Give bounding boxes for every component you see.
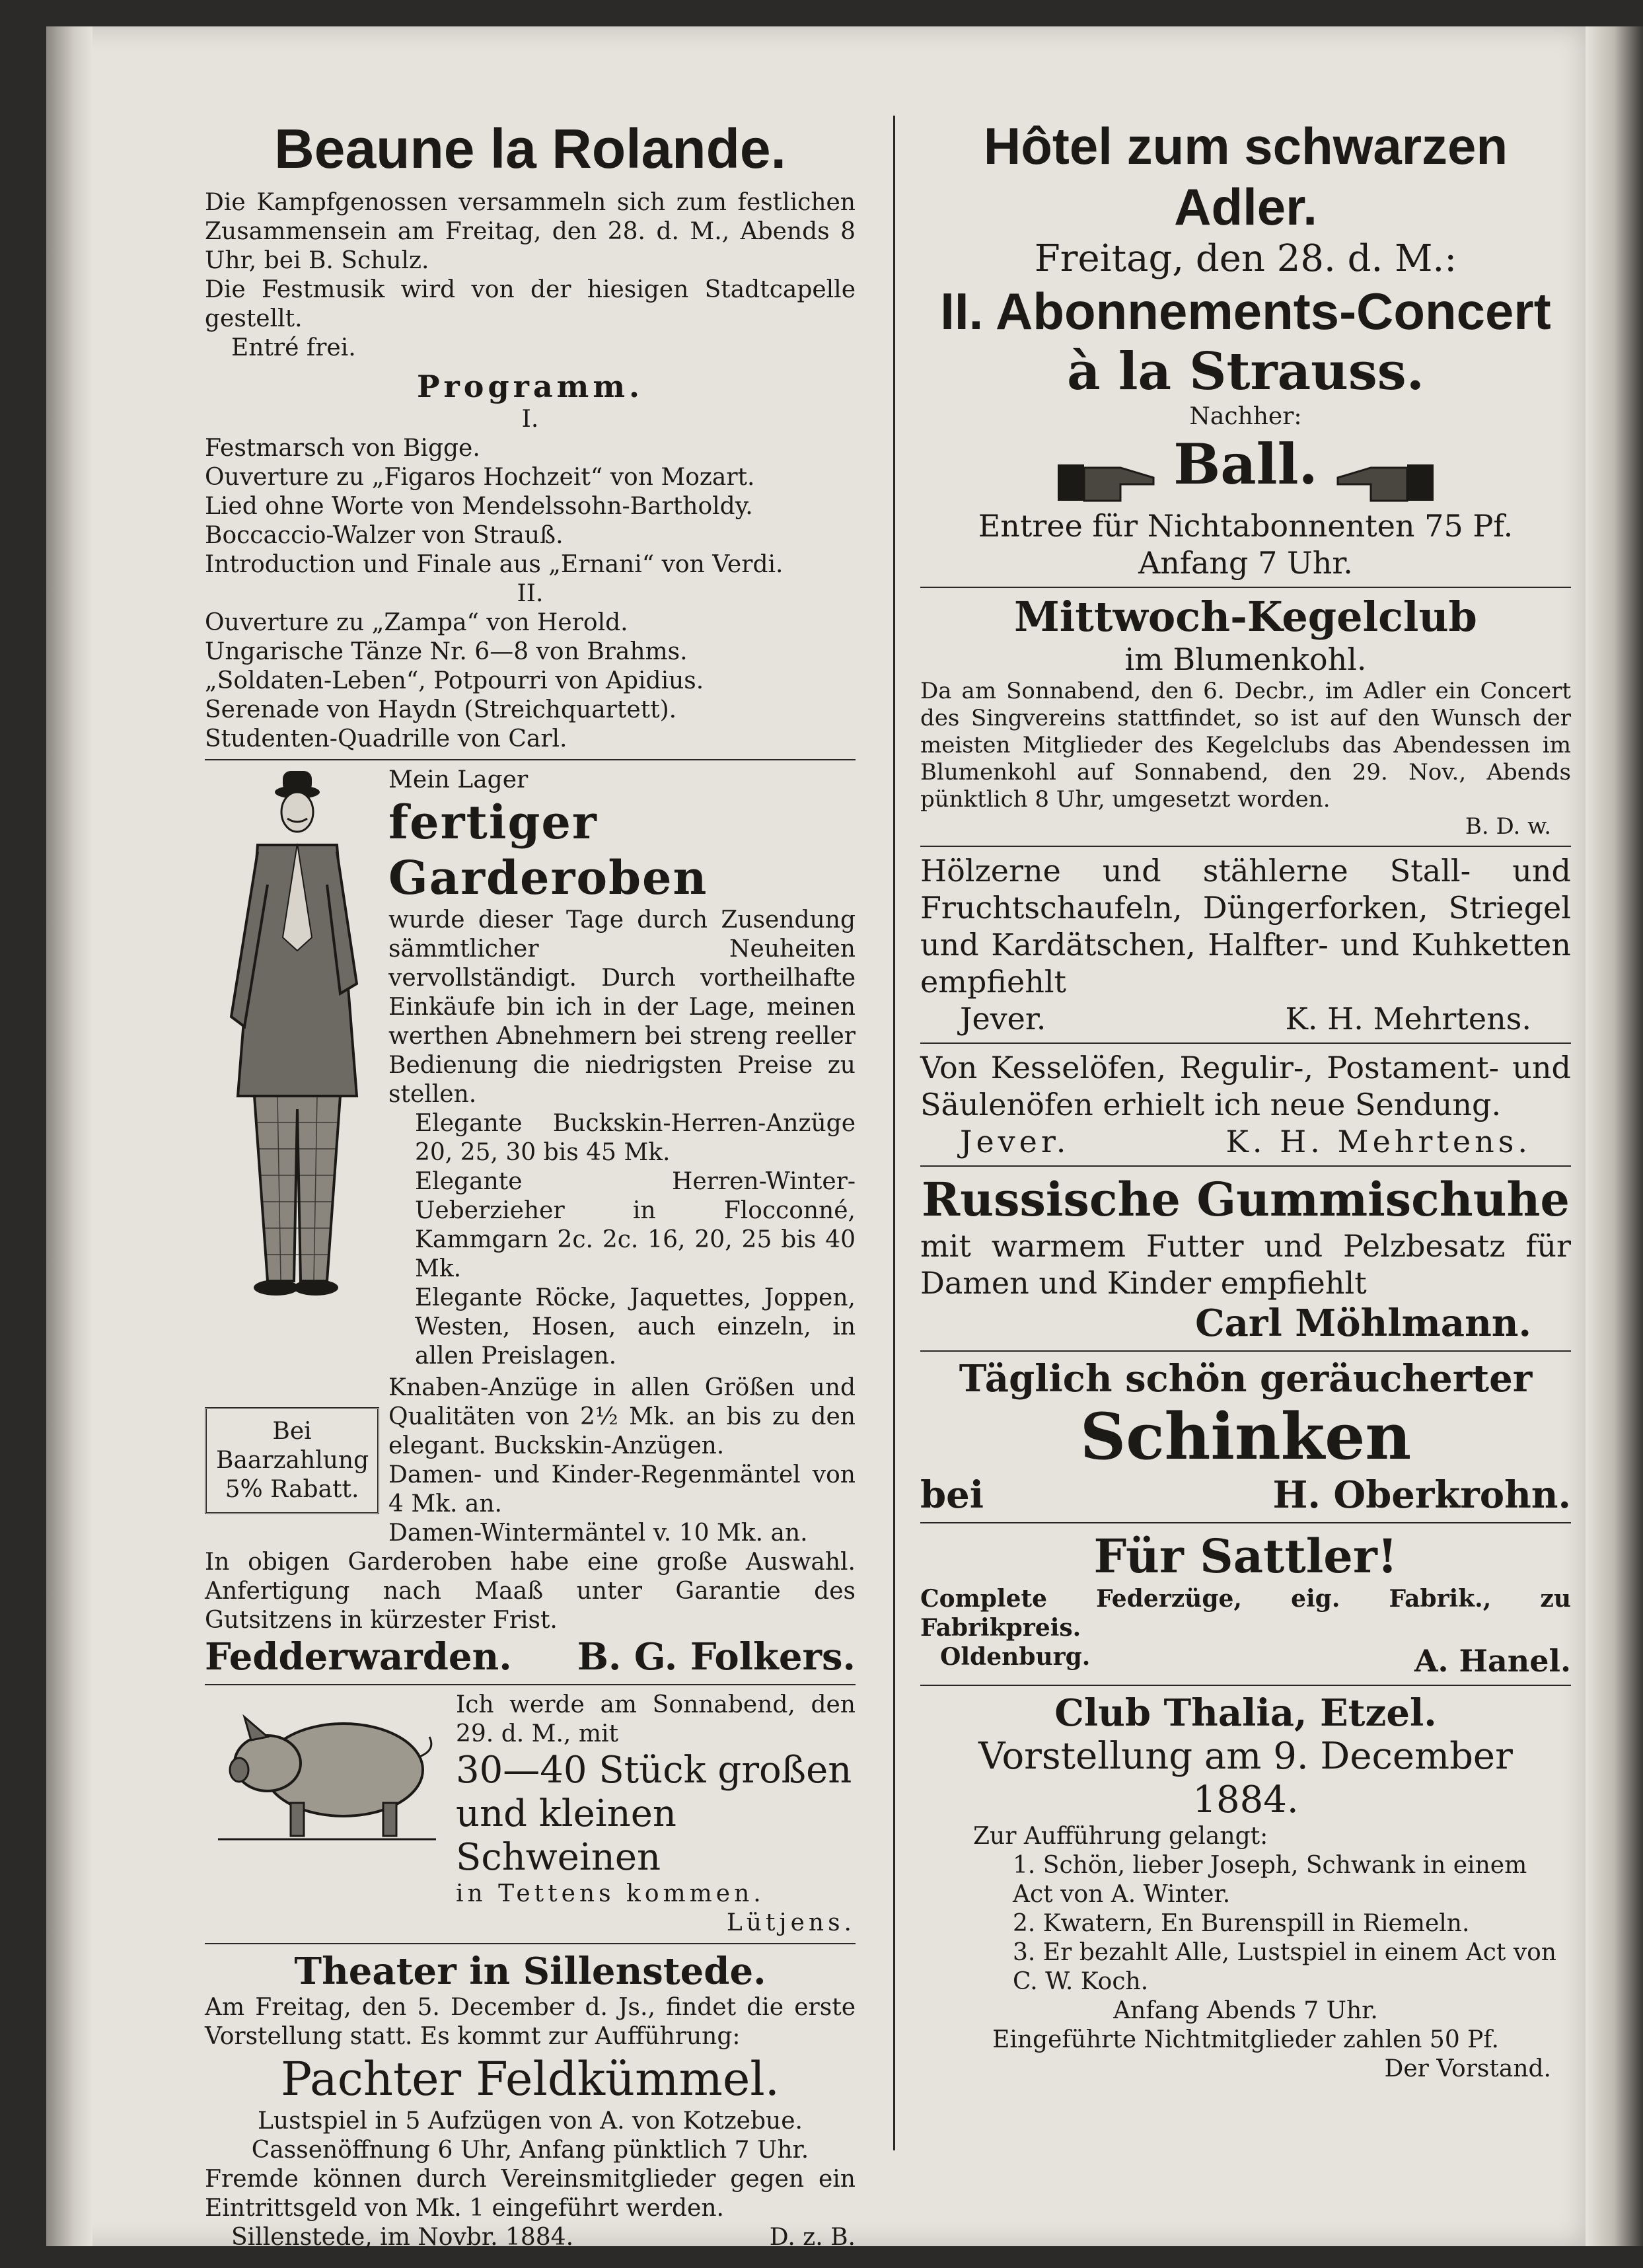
ad-stallgeraete [920, 852, 1571, 1037]
ad-name: H. Oberkrohn. [1272, 1473, 1571, 1517]
ad-title: Mittwoch-Kegelclub [1014, 592, 1477, 641]
ad-title: Theater in Sillenstede. [294, 1950, 766, 1993]
program-item: Serenade von Haydn (Streichquartett). [205, 696, 677, 723]
ad-separator [920, 1043, 1571, 1044]
ad-name: D. z. B. [769, 2224, 856, 2251]
ad-signature [920, 1473, 1571, 1517]
program-item: Ungarische Tänze Nr. 6—8 von Brahms. [205, 638, 688, 665]
pointing-hand-right-icon [1058, 455, 1157, 507]
ad-headline: 30—40 Stück großen und kleinen Schweinen [456, 1749, 852, 1879]
ad-name: A. Hanel. [1414, 1642, 1571, 1679]
ad-signature [205, 2223, 856, 2252]
ad-club-thalia [920, 1691, 1571, 2084]
ad-separator [205, 1943, 856, 1944]
ad-separator [205, 1684, 856, 1685]
program-item: Festmarsch von Bigge. [205, 435, 480, 462]
ad-gummischuhe [920, 1172, 1571, 1345]
ad-text: Anfang 7 Uhr. [1138, 544, 1353, 581]
program-heading: Programm. [416, 369, 644, 404]
ad-text: Ich werde am Sonnabend, den 29. d. M., mit [456, 1691, 856, 1747]
program-item: Boccaccio-Walzer von Strauß. [205, 522, 564, 549]
gentleman-illustration [205, 766, 377, 1371]
ad-headline: Pachter Feldkümmel. [281, 2052, 780, 2106]
ad-item: Elegante Herren-Winter-Ueberzieher in Flocconné, Kammgarn 2c. 2c. 16, 20, 25 bis 40 Mk. [415, 1168, 856, 1282]
ad-text: Lustspiel in 5 Aufzügen von A. von Kotzebue. [258, 2107, 803, 2135]
ad-text: Freitag, den 28. d. M.: [1034, 237, 1457, 280]
program-item: 3. Er bezahlt Alle, Lustspiel in einem Act von C. W. Koch. [1013, 1938, 1556, 1995]
ad-headline: à la Strauss. [1067, 342, 1424, 402]
ad-name: K. H. Mehrtens. [1285, 1000, 1531, 1037]
discount-box: Bei Baarzahlung 5% Rabatt. [205, 1407, 379, 1514]
left-column [205, 116, 856, 2252]
ad-text: mit warmem Futter und Pelzbesatz für Damen und Kinder empfiehlt [920, 1227, 1571, 1301]
ad-title: Hôtel zum schwarzen Adler. [983, 117, 1508, 236]
ad-place: Fedderwarden. [205, 1635, 512, 1679]
ad-text: Zur Aufführung gelangt: [973, 1822, 1268, 1850]
ad-title: Für Sattler! [1093, 1528, 1398, 1584]
ad-name: K. H. Mehrtens. [1225, 1123, 1531, 1159]
pointing-hand-left-icon [1334, 455, 1434, 507]
ad-text: Mein Lager [388, 766, 529, 793]
ad-text: in Tettens kommen. [456, 1880, 765, 1907]
ad-item: Damen-Wintermäntel v. 10 Mk. an. [388, 1519, 808, 1547]
ad-signature [920, 1000, 1571, 1037]
ad-text: wurde dieser Tage durch Zusendung sämmtlicher Neuheiten vervollständigt. Durch vortheilhafte Einkäufe bin ich in der Lage, meinen werthen Abnehmern bei streng reeller Bedienung die niedrigsten Preise zu stellen. [388, 906, 856, 1108]
ad-text: Complete Federzüge, eig. Fabrik., zu Fabrikpreis. [920, 1584, 1571, 1642]
gentleman-figure-icon [205, 766, 377, 1307]
program-item: Ouverture zu „Zampa“ von Herold. [205, 609, 628, 636]
program-item: Introduction und Finale aus „Ernani“ von Verdi. [205, 551, 784, 578]
ad-text: Vorstellung am 9. December 1884. [978, 1734, 1513, 1821]
ad-beaune-la-rolande [205, 116, 856, 754]
ad-hotel-adler [920, 116, 1571, 581]
ad-text: Von Kesselöfen, Regulir-, Postament- und Säulenöfen erhielt ich neue Sendung. [920, 1049, 1571, 1122]
program-item: 2. Kwatern, En Burenspill in Riemeln. [1013, 1909, 1470, 1937]
ad-oefen [920, 1049, 1571, 1160]
ad-signature: Lütjens. [726, 1909, 856, 1936]
ad-separator [205, 759, 856, 760]
ad-theater [205, 1950, 856, 2252]
ad-name: B. G. Folkers. [577, 1635, 856, 1679]
ad-text: Nachher: [1189, 403, 1302, 430]
program-item: „Soldaten-Leben“, Potpourri von Apidius. [205, 667, 704, 694]
ball-headline: Ball. [1173, 431, 1318, 497]
ball-line [920, 431, 1571, 507]
column-divider [893, 116, 895, 2150]
ad-item: Damen- und Kinder-Regenmäntel von 4 Mk. an. [388, 1461, 856, 1518]
program-item: Studenten-Quadrille von Carl. [205, 725, 567, 752]
ad-text: Die Kampfgenossen versammeln sich zum festlichen Zusammensein am Freitag, den 28. d. M., Abends 8 Uhr, bei B. Schulz. [205, 189, 856, 274]
ad-place: Jever. [960, 1000, 1046, 1037]
ad-headline: Schinken [1079, 1399, 1412, 1474]
program-item: Ouverture zu „Figaros Hochzeit“ von Mozart. [205, 464, 755, 491]
ad-headline: II. Abonnements-Concert [940, 282, 1551, 340]
page-binding [46, 26, 92, 2246]
ad-text: Täglich schön geräucherter [959, 1356, 1533, 1401]
ad-text: Am Freitag, den 5. December d. Js., findet die erste Vorstellung statt. Es kommt zur Aufführung: [205, 1994, 856, 2050]
ad-schweine [205, 1691, 856, 1938]
ad-text: Da am Sonnabend, den 6. Decbr., im Adler ein Concert des Singvereins stattfindet, so ist auf den Wunsch der meisten Mitglieder des Kegelclubs das Abendessen im Blumenkohl auf Sonnabend, den 29. Nov., Abends pünktlich 8 Uhr, umgesetzt worden. [920, 677, 1571, 813]
ad-separator [920, 846, 1571, 847]
ad-headline: fertiger Garderoben [388, 795, 708, 905]
ad-text: Entré frei. [231, 334, 356, 361]
ad-text: Eingeführte Nichtmitglieder zahlen 50 Pf. [992, 2026, 1499, 2053]
ad-text: Cassenöffnung 6 Uhr, Anfang pünktlich 7 Uhr. [251, 2137, 809, 2164]
ad-title: Club Thalia, Etzel. [1054, 1691, 1437, 1735]
ad-text: bei [920, 1473, 984, 1517]
ad-text: In obigen Garderoben habe eine große Auswahl. Anfertigung nach Maaß unter Garantie des Gutsitzens in kürzester Frist. [205, 1549, 856, 1634]
ad-separator [920, 1165, 1571, 1167]
ad-signature: B. D. w. [1465, 813, 1551, 840]
program-part: I. [521, 406, 539, 433]
ad-sattler [920, 1529, 1571, 1679]
ad-schinken [920, 1357, 1571, 1517]
ad-place: Sillenstede, im Novbr. 1884. [231, 2224, 574, 2251]
ad-separator [920, 1685, 1571, 1686]
program-item: 1. Schön, lieber Joseph, Schwank in einem Act von A. Winter. [1013, 1851, 1527, 1908]
ad-text: im Blumenkohl. [1124, 641, 1367, 677]
ad-text: Die Festmusik wird von der hiesigen Stadtcapelle gestellt. [205, 276, 856, 332]
ad-text: Anfang Abends 7 Uhr. [1113, 1996, 1378, 2024]
ad-title: Beaune la Rolande. [274, 118, 786, 180]
ad-signature [920, 1123, 1571, 1160]
ad-kegelclub [920, 593, 1571, 840]
ad-title: Russische Gummischuhe [922, 1171, 1570, 1227]
page-edge [1586, 26, 1643, 2246]
program-part: II. [517, 580, 544, 607]
ad-signature: Carl Möhlmann. [1195, 1301, 1531, 1345]
ad-place: Jever. [960, 1123, 1070, 1159]
ad-text: Hölzerne und stählerne Stall- und Fruchtschaufeln, Düngerforken, Striegel und Kardätschen, Halfter- und Kuhketten empfiehlt [920, 852, 1571, 1000]
ad-item: Knaben-Anzüge in allen Größen und Qualitäten von 2½ Mk. an bis zu den elegant. Buckskin-Anzügen. [388, 1374, 856, 1459]
program-item: Lied ohne Worte von Mendelssohn-Bartholdy. [205, 493, 753, 520]
ad-signature: Der Vorstand. [1384, 2055, 1551, 2082]
ad-signature [920, 1642, 1571, 1679]
ad-garderoben [205, 766, 856, 1679]
ad-separator [920, 1350, 1571, 1352]
ad-separator [920, 587, 1571, 588]
right-column [920, 116, 1571, 2084]
ad-item: Elegante Röcke, Jaquettes, Joppen, Westen, Hosen, auch einzeln, in allen Preislagen. [415, 1284, 856, 1370]
ad-signature [205, 1635, 856, 1679]
ad-text: Entree für Nichtabonnenten 75 Pf. [978, 507, 1514, 544]
ad-separator [920, 1522, 1571, 1523]
pig-illustration-icon [205, 1691, 449, 1849]
ad-item: Elegante Buckskin-Herren-Anzüge 20, 25, 30 bis 45 Mk. [415, 1110, 856, 1166]
ad-place: Oldenburg. [940, 1642, 1091, 1671]
ad-text: Fremde können durch Vereinsmitglieder gegen ein Eintrittsgeld von Mk. 1 eingeführt werden. [205, 2166, 856, 2222]
